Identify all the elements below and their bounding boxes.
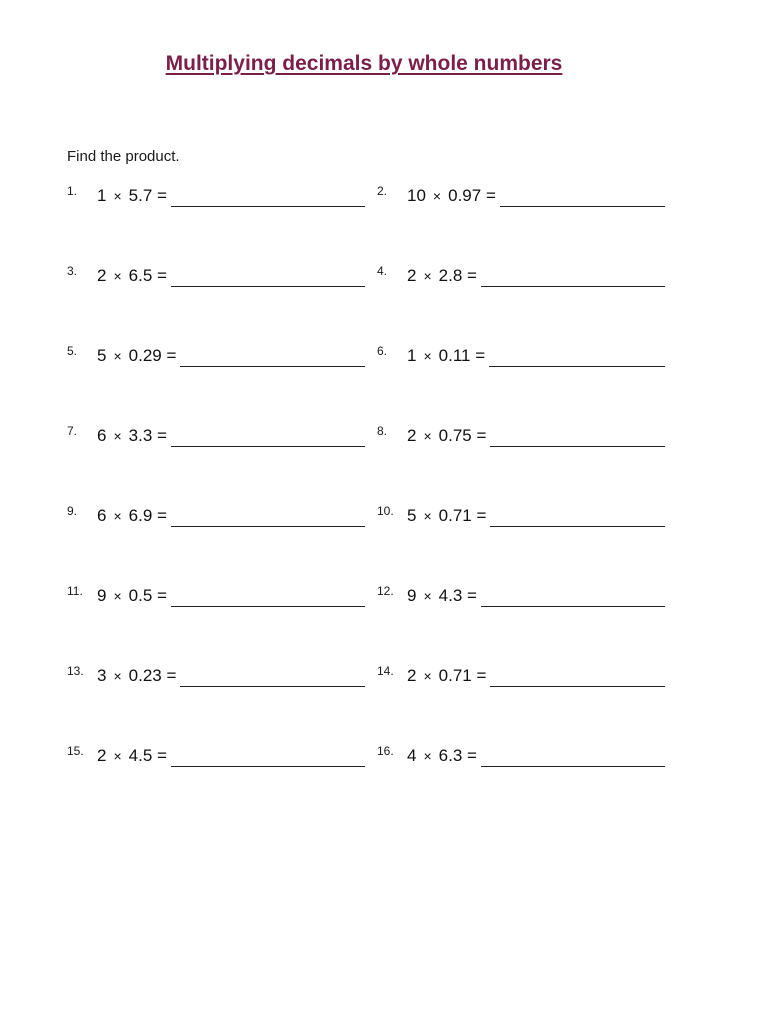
problem-expression bbox=[407, 582, 477, 606]
operand-b: 3.3 bbox=[128, 426, 153, 445]
equals-sign: = bbox=[467, 266, 477, 285]
problem-number: 9. bbox=[67, 504, 78, 518]
times-sign: × bbox=[423, 668, 432, 684]
times-sign: × bbox=[423, 428, 432, 444]
times-sign: × bbox=[423, 508, 432, 524]
times-sign: × bbox=[113, 668, 122, 684]
operand-b: 6.5 bbox=[128, 266, 153, 285]
times-sign: × bbox=[113, 748, 122, 764]
equals-sign: = bbox=[157, 266, 167, 285]
answer-blank[interactable] bbox=[490, 502, 665, 527]
operand-a: 2 bbox=[407, 266, 417, 285]
operand-b: 0.11 bbox=[438, 346, 471, 365]
problem-number: 2. bbox=[377, 184, 388, 198]
times-sign: × bbox=[113, 428, 122, 444]
problem-item bbox=[67, 262, 377, 292]
problem-item bbox=[377, 502, 677, 532]
page-title: Multiplying decimals by whole numbers bbox=[165, 52, 563, 75]
problem-expression bbox=[97, 662, 176, 686]
equals-sign: = bbox=[166, 346, 177, 365]
problem-number: 12. bbox=[377, 584, 394, 598]
operand-a: 3 bbox=[97, 666, 107, 685]
operand-b: 5.7 bbox=[128, 186, 153, 205]
answer-blank[interactable] bbox=[500, 182, 665, 207]
operand-b: 4.5 bbox=[128, 746, 153, 765]
operand-a: 6 bbox=[97, 506, 107, 525]
equals-sign: = bbox=[476, 426, 487, 445]
times-sign: × bbox=[423, 748, 432, 764]
answer-blank[interactable] bbox=[171, 422, 365, 447]
operand-b: 6.3 bbox=[438, 746, 463, 765]
problem-number: 3. bbox=[67, 264, 78, 278]
operand-a: 9 bbox=[407, 586, 417, 605]
operand-b: 0.75 bbox=[438, 426, 472, 445]
problem-number: 11. bbox=[67, 584, 83, 598]
operand-a: 2 bbox=[97, 746, 107, 765]
operand-a: 5 bbox=[97, 346, 107, 365]
problem-item bbox=[67, 182, 377, 212]
answer-blank[interactable] bbox=[481, 742, 665, 767]
problem-expression bbox=[407, 262, 477, 286]
equals-sign: = bbox=[485, 186, 496, 205]
operand-b: 0.5 bbox=[128, 586, 153, 605]
problem-expression bbox=[407, 342, 485, 366]
equals-sign: = bbox=[157, 426, 167, 445]
problem-expression bbox=[97, 262, 167, 286]
operand-a: 5 bbox=[407, 506, 417, 525]
equals-sign: = bbox=[157, 506, 167, 525]
times-sign: × bbox=[113, 508, 122, 524]
instructions: Find the product. bbox=[67, 148, 180, 165]
times-sign: × bbox=[113, 348, 122, 364]
times-sign: × bbox=[113, 268, 122, 284]
times-sign: × bbox=[423, 268, 432, 284]
problem-item bbox=[377, 422, 677, 452]
problem-item bbox=[67, 662, 377, 692]
operand-a: 9 bbox=[97, 586, 107, 605]
equals-sign: = bbox=[157, 746, 167, 765]
operand-b: 2.8 bbox=[438, 266, 463, 285]
problem-expression bbox=[407, 422, 486, 446]
problem-number: 15. bbox=[67, 744, 84, 758]
answer-blank[interactable] bbox=[171, 742, 365, 767]
operand-a: 2 bbox=[97, 266, 107, 285]
problem-grid bbox=[67, 182, 677, 822]
equals-sign: = bbox=[475, 346, 486, 365]
problem-item bbox=[377, 182, 677, 212]
problem-expression bbox=[407, 182, 496, 206]
times-sign: × bbox=[432, 188, 442, 204]
times-sign: × bbox=[423, 348, 432, 364]
answer-blank[interactable] bbox=[489, 342, 665, 367]
operand-b: 0.29 bbox=[128, 346, 162, 365]
problem-item bbox=[67, 342, 377, 372]
problem-expression bbox=[97, 742, 167, 766]
problem-number: 10. bbox=[377, 504, 394, 518]
problem-expression bbox=[97, 342, 176, 366]
problem-item bbox=[67, 502, 377, 532]
problem-item bbox=[67, 742, 377, 772]
operand-b: 0.23 bbox=[128, 666, 162, 685]
answer-blank[interactable] bbox=[490, 422, 665, 447]
equals-sign: = bbox=[476, 666, 487, 685]
problem-item bbox=[67, 422, 377, 452]
problem-expression bbox=[97, 502, 167, 526]
operand-a: 1 bbox=[97, 186, 107, 205]
answer-blank[interactable] bbox=[481, 582, 665, 607]
times-sign: × bbox=[113, 188, 122, 204]
operand-a: 2 bbox=[407, 426, 417, 445]
problem-expression bbox=[407, 662, 486, 686]
answer-blank[interactable] bbox=[171, 262, 365, 287]
problem-expression bbox=[407, 742, 477, 766]
problem-item bbox=[377, 742, 677, 772]
equals-sign: = bbox=[157, 186, 167, 205]
operand-b: 0.97 bbox=[448, 186, 482, 205]
problem-expression bbox=[97, 582, 167, 606]
operand-a: 1 bbox=[407, 346, 417, 365]
answer-blank[interactable] bbox=[180, 662, 365, 687]
times-sign: × bbox=[423, 588, 432, 604]
problem-item bbox=[377, 582, 677, 612]
problem-number: 14. bbox=[377, 664, 394, 678]
times-sign: × bbox=[113, 588, 122, 604]
answer-blank[interactable] bbox=[180, 342, 365, 367]
answer-blank[interactable] bbox=[171, 582, 365, 607]
problem-item bbox=[377, 342, 677, 372]
problem-item bbox=[377, 662, 677, 692]
problem-number: 8. bbox=[377, 424, 388, 438]
operand-b: 0.71 bbox=[438, 666, 472, 685]
operand-a: 2 bbox=[407, 666, 417, 685]
operand-a: 10 bbox=[407, 186, 426, 205]
answer-blank[interactable] bbox=[490, 662, 665, 687]
problem-number: 6. bbox=[377, 344, 388, 358]
answer-blank[interactable] bbox=[171, 182, 365, 207]
equals-sign: = bbox=[166, 666, 177, 685]
equals-sign: = bbox=[476, 506, 487, 525]
answer-blank[interactable] bbox=[171, 502, 365, 527]
problem-item bbox=[377, 262, 677, 292]
operand-b: 4.3 bbox=[438, 586, 463, 605]
problem-number: 7. bbox=[67, 424, 78, 438]
answer-blank[interactable] bbox=[481, 262, 665, 287]
problem-expression bbox=[97, 422, 167, 446]
problem-number: 1. bbox=[67, 184, 78, 198]
operand-a: 6 bbox=[97, 426, 107, 445]
equals-sign: = bbox=[467, 746, 477, 765]
problem-number: 4. bbox=[377, 264, 388, 278]
problem-number: 13. bbox=[67, 664, 84, 678]
operand-b: 0.71 bbox=[438, 506, 472, 525]
problem-number: 5. bbox=[67, 344, 78, 358]
operand-a: 4 bbox=[407, 746, 417, 765]
problem-item bbox=[67, 582, 377, 612]
equals-sign: = bbox=[157, 586, 167, 605]
equals-sign: = bbox=[467, 586, 477, 605]
problem-number: 16. bbox=[377, 744, 394, 758]
problem-expression bbox=[97, 182, 167, 206]
problem-expression bbox=[407, 502, 486, 526]
operand-b: 6.9 bbox=[128, 506, 153, 525]
